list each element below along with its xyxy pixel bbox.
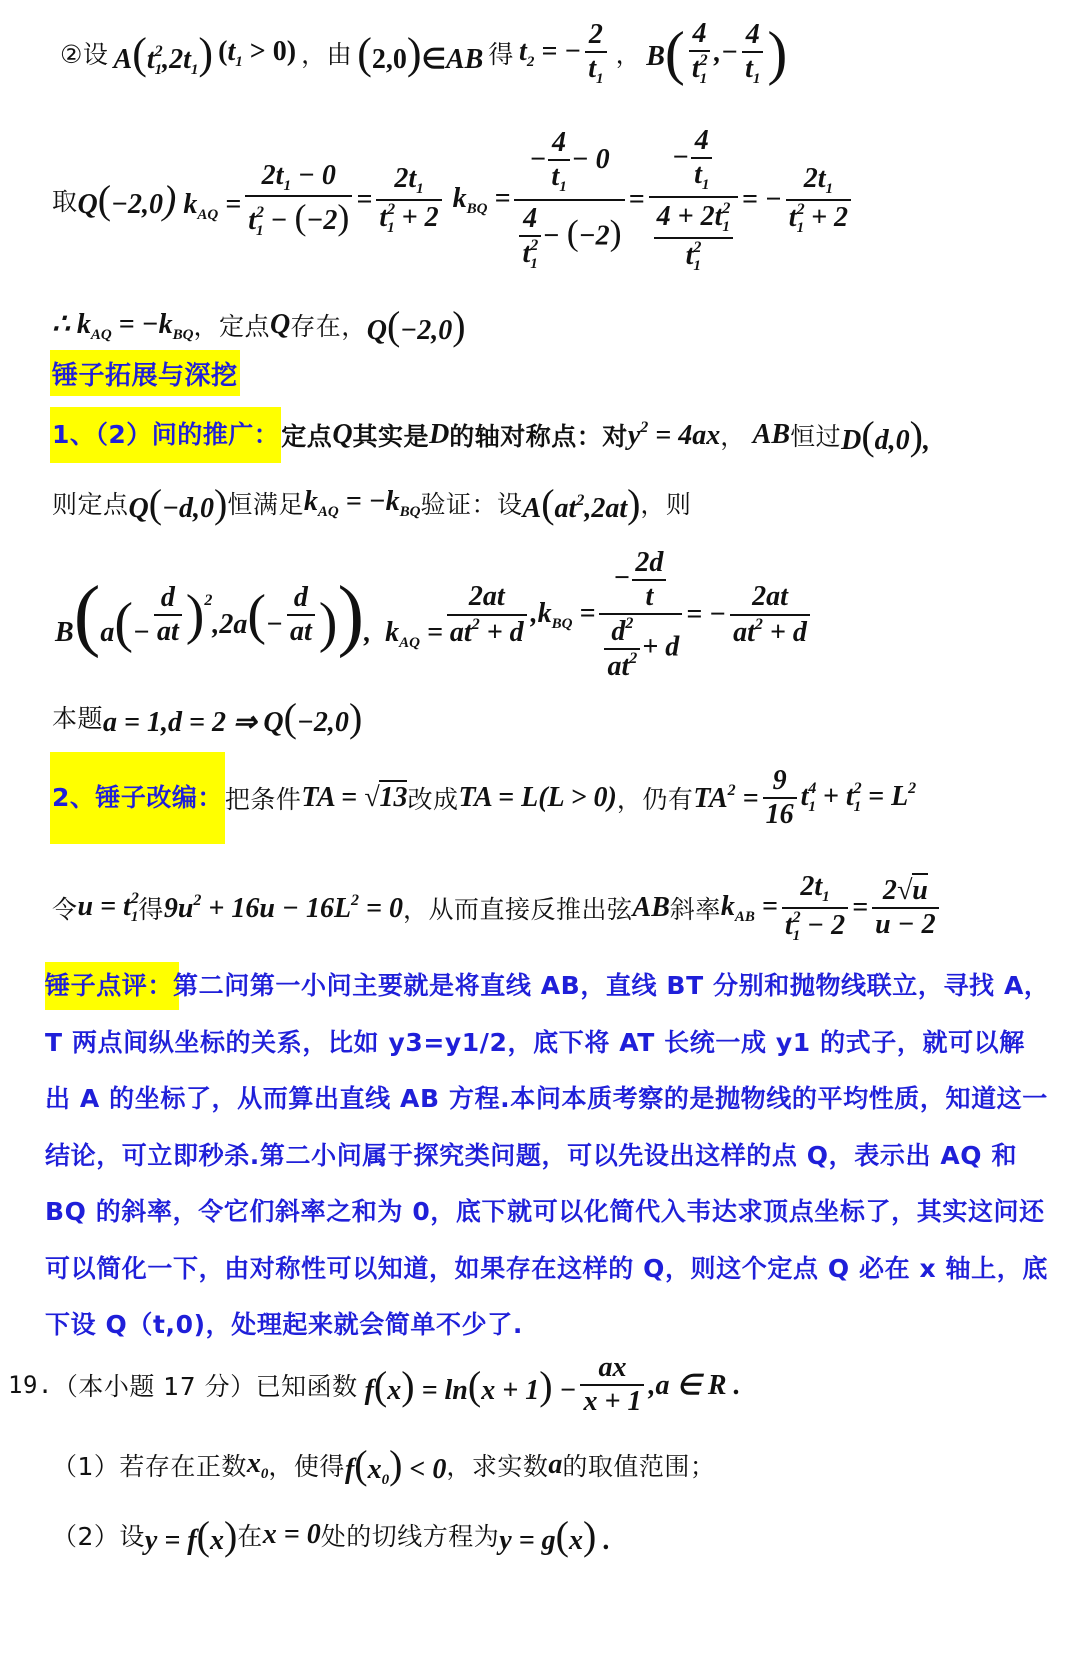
math-B: B( <box>646 19 685 86</box>
part2-intro-line: ②设 $A(t^2_1,2t_1) (t_1 > 0)$ ，由 (2,0)∈AB 得 $t_2$ = − $\frac{2}{t_1}$ ， B( $\frac{4}{t^2_1}$ ,− $\frac{4}{t_1}$ ) <box>60 18 788 88</box>
frac-4-t1sq: $\frac{4}{t^2_1}$ <box>689 18 710 88</box>
frac-kaq-2: $\frac{2t_1}{t^2_1 + 2}$ <box>376 163 441 237</box>
review-label: 锤子点评： <box>45 971 174 1000</box>
math-t2: $t_2$ = − <box>519 35 582 70</box>
q19-number: 19. <box>8 1371 53 1399</box>
row2-label: 取 <box>52 187 78 216</box>
hammer-B-slopes-line: B(a(− $\frac{d}{at}$ )$^2$,2a(− $\frac{d}{at}$ )), $k_{AQ}$ = $\frac{2at}{at^2 + d}$ $,k_{BQ}$ = − $\frac{2d}{t}$ $\frac{d^2}{at^2}$ + d = − $\frac{2at}{at^2 + d}$ <box>55 545 814 685</box>
row3-text: ，定点 <box>193 312 270 341</box>
hammer-item2-line: 2、锤子改编： 把条件 TA = √13 改成 TA = L(L > 0) ，仍有 $TA^2$ = $\frac{9}{16}$ $t^4_1 + t^2_1 = L^2$ <box>50 752 916 844</box>
slope-computation-line: 取 Q(−2,0) $k_{AQ}$ = $\frac{2t_1 - 0}{t^2_1 - (-2)}$ = $\frac{2t_1}{t^2_1 + 2}$ $k_{BQ}$ = − $\frac{4}{t_1}$ − 0 $\frac{4}{t^2_1}$ − (−2) = − $\frac{4}{t_1}$ $\frac{4 + 2t^2_1}{t^2_1}$ = − $\frac{2t_1}{t^2_1 + 2}$ <box>52 120 855 280</box>
part2-text3: ， <box>615 40 642 70</box>
frac-kbq-2: − $\frac{4}{t_1}$ $\frac{4 + 2t^2_1}{t^2_1}$ <box>649 125 738 275</box>
part2-text1: ，由 <box>301 40 353 70</box>
review-paragraph <box>45 958 1050 1354</box>
math-Q: Q(−2,0) $k_{AQ}$ = <box>77 177 242 223</box>
part2-label: ②设 <box>60 40 109 70</box>
math-20-in-AB: (2,0)∈AB <box>357 28 484 78</box>
frac-4-t1: $\frac{4}{t_1}$ <box>742 19 763 88</box>
row3-text2: 存在， <box>290 312 367 341</box>
q19-part2-line: （2）设 y = f(x) 在 x = 0 处的切线方程为 y = g(x) . <box>52 1512 611 1558</box>
hammer-item2-label: 2、锤子改编： <box>50 752 225 844</box>
hammer-substitution-line: 令 $u = t^2_1$ 得 $9u^2 + 16u - 16L^2 = 0$ ，从而直接反推出弦 AB 斜率 $k_{AB}$ = $\frac{2t_1}{t^2_1 - 2}$ = $\frac{2√u}{u - 2}$ <box>52 868 943 948</box>
q19-part1-line: （1）若存在正数 $x_0$ ，使得 $f(x_0) < 0$ ，求实数 a 的取值范围； <box>52 1442 716 1488</box>
conclusion-line: ∴ $k_{AQ} = -k_{BQ}$ ，定点 Q 存在， Q(−2,0) <box>52 302 466 348</box>
hammer-verify-line: 则定点 Q(−d,0) 恒满足 $k_{AQ} = -k_{BQ}$ 验证：设 $A(at^2,2at)$ ，则 <box>52 480 692 526</box>
frac-kbq-3: $\frac{2t_1}{t^2_1 + 2}$ <box>786 163 851 237</box>
math-A: $A(t^2_1,2t_1)$ <box>113 28 214 78</box>
hammer-item1-label: 1、（2）问的推广： <box>50 407 281 463</box>
q19-header-line: 19. （本小题 17 分）已知函数 f(x) = ln(x + 1) − $\frac{ax}{x + 1}$ ,a ∈ R . <box>8 1351 741 1417</box>
math-t1-cond: $(t_1 > 0)$ <box>218 35 297 70</box>
review-text: 第二问第一小问主要就是将直线 AB，直线 BT 分别和抛物线联立，寻找 A，T 两点间纵坐标的关系，比如 y3=y1/2，底下将 AT 长统一成 y1 的式子，就可以解出 A 的坐标了，从而算出直线 AB 方程.本问本质考察的是抛物线的平均性质，知道这一结论，可立即秒杀.第二小问属于探究类问题，可以先设出这样的点 Q，表示出 AQ 和 BQ 的斜率，令它们斜率之和为 0，底下就可以化简代入韦达求顶点坐标了，其实这问还可以简化一下，由对称性可以知道，如果存在这样的 Q，则这个定点 Q 必在 x 轴上，底下设 Q（t,0)，处理起来就会简单不少了. <box>45 971 1050 1339</box>
frac-kbq-1: − $\frac{4}{t_1}$ − 0 $\frac{4}{t^2_1}$ − (−2) <box>514 127 624 273</box>
hammer-item1-line: 1、（2）问的推广： 定点 Q 其实是 D 的轴对称点：对 $y^2 = 4ax$ ， AB 恒过 D(d,0), <box>50 407 930 463</box>
math-conclusion: ∴ $k_{AQ} = -k_{BQ}$ <box>52 308 194 343</box>
hammer-title: 锤子拓展与深挖 <box>50 350 240 396</box>
q19-header: （本小题 17 分）已知函数 <box>52 1372 358 1401</box>
part2-text2: 得 <box>488 40 514 70</box>
hammer-this-problem-line: 本题 a = 1,d = 2 ⇒ Q(−2,0) <box>52 694 363 740</box>
frac-2-t1: $\frac{2}{t_1}$ <box>585 19 606 88</box>
hammer-item1-text: 定点 <box>281 422 333 451</box>
frac-kaq-1: $\frac{2t_1 - 0}{t^2_1 - (-2)}$ <box>245 160 352 241</box>
